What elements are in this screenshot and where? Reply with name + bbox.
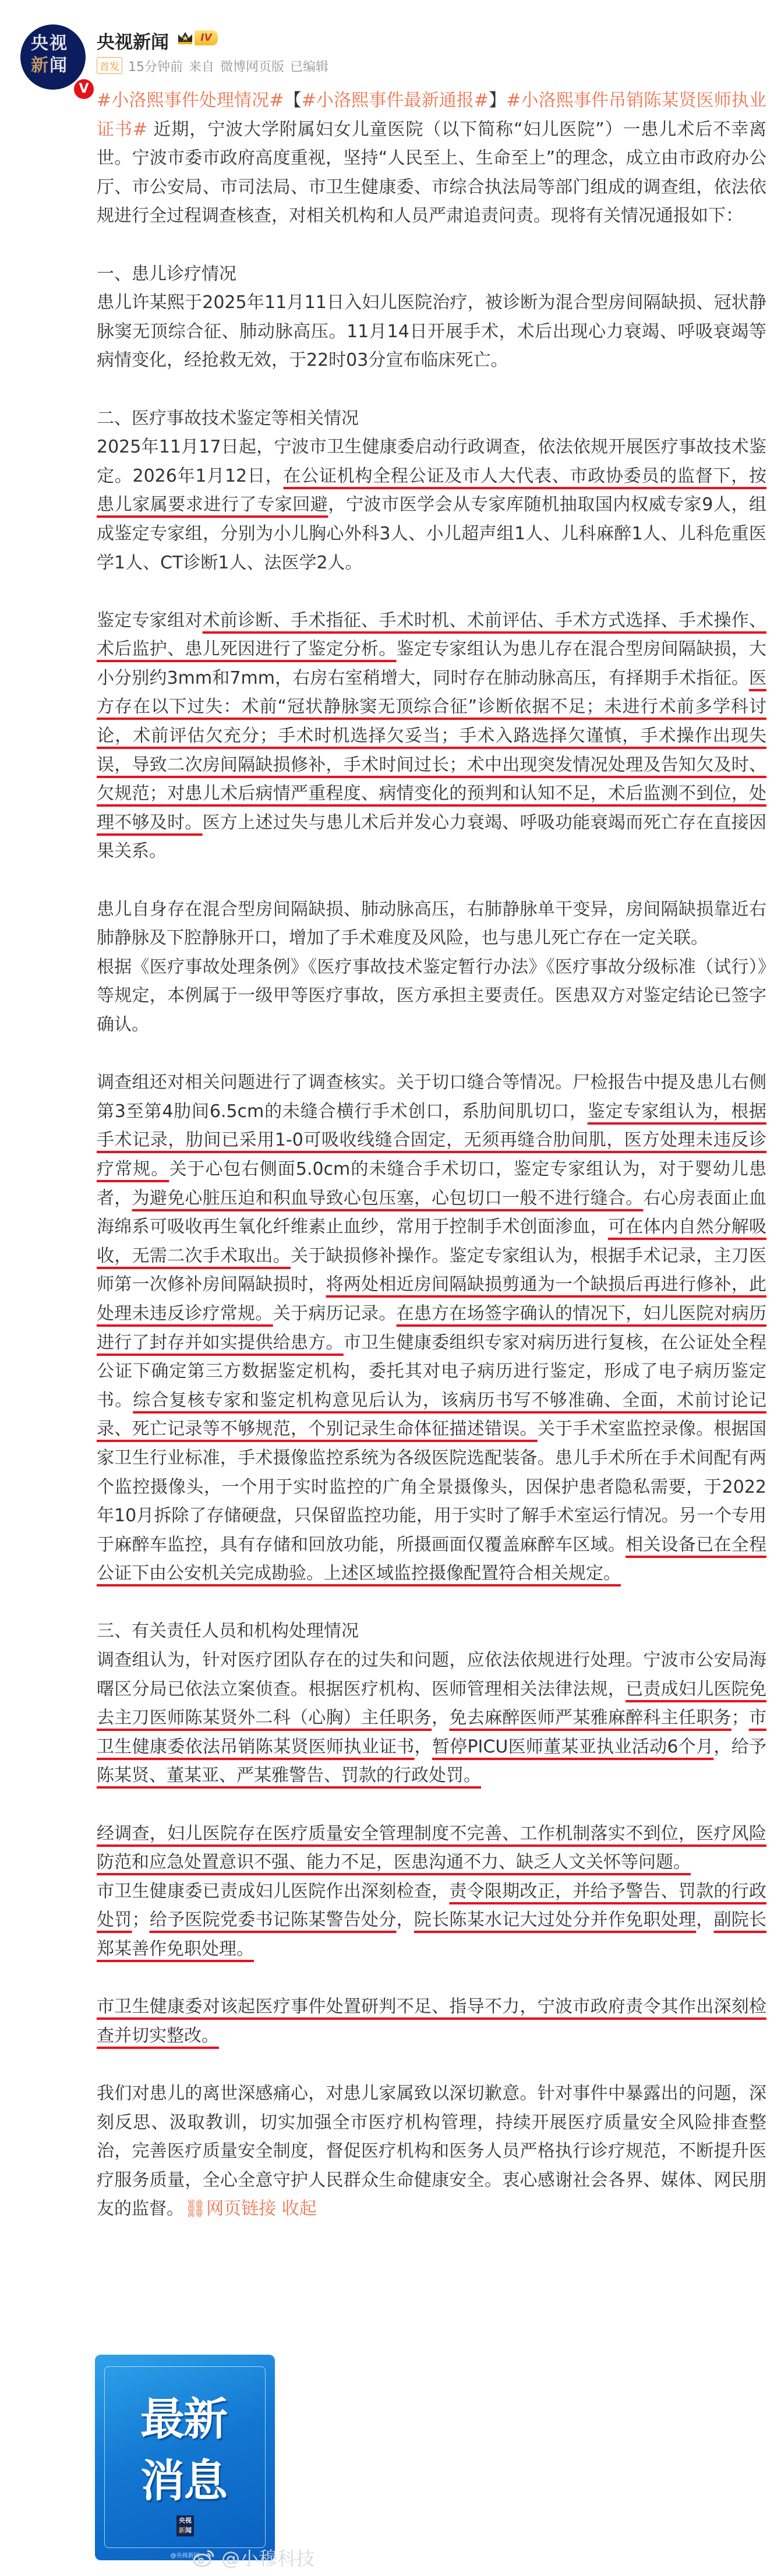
paragraph [97,260,766,289]
text-segment: ； [731,1708,749,1729]
paragraph-spacer [97,375,766,404]
weibo-logo-icon [192,2549,215,2567]
account-name[interactable]: 央视新闻 [97,32,169,53]
underlined-highlight: 在患方在场签字确认的情况下，妇儿医院对病历进行了封存并如实提供给患方。 [97,1303,767,1353]
underlined-highlight: 副院长郑某善作免职处理。 [97,1910,767,1959]
avatar-char: 闻 [50,55,68,76]
hashtag-link[interactable]: #小洛熙事件处理情况# [97,90,284,111]
text-segment: ， [432,1708,450,1729]
post-source: 微博网页版 [220,60,285,75]
paragraph-spacer [97,1040,766,1069]
edited-label[interactable]: 已编辑 [290,60,329,75]
underlined-highlight: 医方存在以下过失：术前“冠状静脉窦无顶综合征”诊断依据不足； [97,667,766,718]
text-segment: 三、有关责任人员和机构处理情况 [97,1621,359,1642]
underlined-highlight: 陈某贤、董某亚、严某雅警告、罚款的行政处罚。 [97,1765,481,1786]
text-segment: 关于缺损修补操作。鉴定专家组认为，根据手术记录，主刀医师第一次修补房间隔缺损时， [97,1245,767,1295]
underlined-highlight: 相关设备已在全程公证下由公安机关完成勘验。上述区域监控摄像配置符合相关规定。 [97,1534,767,1584]
underlined-highlight: 术前诊断、手术指征、手术时机、术前评估、手术方式选择、手术操作、术后监护、患儿死因进行了鉴定分析。 [97,610,767,660]
text-segment: 患儿许某熙于2025年11月11日入妇儿医院治疗，被诊断为混合型房间隔缺损、冠状静脉窦无顶综合征、肺动脉高压。11月14日开展手术，术后出现心力衰竭、呼吸衰竭等病情变化，经抢救无效，于22时03分宣布临床死亡。 [97,292,766,371]
verified-badge-icon: V [73,78,95,100]
underlined-highlight: 鉴定专家组认为，根据手术记录，肋间已采用1-0可吸收线缝合固定，无须再缝合肋间肌，医方处理未违反诊疗常规。 [97,1101,767,1179]
paragraph [97,1992,766,2050]
text-segment: 】 [489,90,507,111]
logo-line1: 央视 [179,2517,192,2524]
text-segment: 关于心包右侧面5.0cm的未缝合手术切口，鉴定专家组认为，对于婴幼儿患者， [97,1158,767,1209]
crown-icon [176,29,194,47]
paragraph [97,1068,766,1588]
weibo-watermark [192,2544,314,2571]
text-segment: 【 [284,90,302,111]
underlined-highlight: 暂停PICU医师董某亚执业活动6个月 [432,1736,714,1757]
text-segment: 右心房表面止血海绵系可吸收再生氧化纤维素止血纱，常用于控制手术创面渗血， [97,1188,767,1238]
underlined-highlight: 综合复核专家和鉴定机构意见后认为，该病历书写不够准确、全面，术前讨论记录、死亡记录等不够规范，个别记录生命体征描述错误。 [97,1390,767,1440]
paragraph-spacer [97,1964,766,1993]
paragraph [97,2079,766,2224]
paragraph-spacer [97,577,766,606]
paragraph-spacer [97,1588,766,1617]
underlined-highlight: 免去麻醉医师严某雅麻醉科主任职务 [449,1708,731,1729]
paragraph [97,953,766,1040]
underlined-highlight: 院长陈某水记大过处分并作免职处理 [414,1910,697,1931]
text-segment: 鉴定专家组认为患儿存在混合型房间隔缺损，大小分别约3mm和7mm，右房右室稍增大，同时存在肺动脉高压，有择期手术指征。 [97,639,767,688]
image-watermark: @央视新闻 [170,2553,200,2559]
logo-char: 闻 [185,2526,192,2534]
underlined-highlight: 将两处相近房间隔缺损剪通为一个缺损后再进行修补，此处理未违反诊疗常规。 [97,1274,767,1324]
paragraph [97,895,766,953]
web-link[interactable]: ⛓网页链接 [184,2199,277,2220]
avatar-text-line1: 央视 [31,33,68,54]
text-segment: 二、医疗事故技术鉴定等相关情况 [97,408,359,429]
text-segment: 我们对患儿的离世深感痛心，对患儿家属致以深切歉意。针对事件中暴露出的问题，深刻反思、汲取教训，切实加强全市医疗机构管理，持续开展医疗质量安全风险排查整治，完善医疗质量安全制度，督促医疗机构和医务人员严格执行诊疗规范，不断提升医疗服务质量，全心全意守护人民群众生命健康安全。衷心感谢社会各界、媒体、网民朋友的监督。 [97,2083,766,2220]
hashtag-link[interactable]: #小洛熙事件吊销陈某贤医师执业证书# [97,90,767,140]
paragraph-spacer [97,231,766,260]
paragraph [97,1646,766,1790]
paragraph [97,404,766,433]
text-segment: 患儿自身存在混合型房间隔缺损、肺动脉高压，右肺静脉单干变异，房间隔缺损靠近右肺静脉及下腔静脉开口，增加了手术难度及风险，也与患儿死亡存在一定关联。 [97,899,766,949]
text-segment: 市卫生健康委已责成妇儿医院作出深刻检查， [97,1881,450,1902]
watermark-text: @小穆科技 [221,2547,315,2570]
text-segment: 医方上述过失与患儿术后并发心力衰竭、呼吸功能衰竭而死亡存在直接因果关系。 [97,812,767,862]
text-segment: ； [132,1910,150,1931]
paragraph [97,1819,766,1877]
post-meta [97,57,328,75]
underlined-highlight: 经调查，妇儿医院存在医疗质量安全管理制度不完善、工作机制落实不到位，医疗风险防范和应急处置意识不强、能力不足，医患沟通不力、缺乏人文关怀等问题。 [97,1823,766,1873]
image-headline-line2: 消息 [140,2455,227,2507]
paragraph [97,1617,766,1646]
underlined-highlight: 为避免心脏压迫和积血导致心包压塞，心包切口一般不进行缝合。 [132,1188,644,1209]
paragraph [97,433,766,577]
text-segment: 一、患儿诊疗情况 [97,263,236,284]
hashtag-link[interactable]: #小洛熙事件最新通报# [301,90,489,111]
paragraph-spacer [97,866,766,895]
paragraph-spacer [97,2050,766,2079]
underlined-highlight: 手术入路选择欠谨慎，手术操作出现失误，导致二次房间隔缺损修补，手术时间过长； [97,726,767,775]
text-segment: 关于病历记录。 [273,1303,397,1324]
avatar-text-line2 [31,55,77,77]
first-post-badge: 首发 [97,57,122,74]
logo-line2 [176,2525,194,2535]
post-body [97,86,766,2224]
underlined-highlight: 未进行术前多学科讨论，术前评估欠充分； [97,697,766,747]
text-segment: ， [414,1736,432,1757]
text-segment: ， [696,1910,714,1931]
underlined-highlight: 市卫生健康委依法吊销陈某贤医师执业证书 [97,1708,767,1757]
avatar[interactable] [20,24,89,96]
text-segment: ，宁波市医学会从专家库随机抽取国内权威专家9人，组成鉴定专家组，分别为小儿胸心外科3人、小儿超声组1人、儿科麻醉1人、儿科危重医学1人、CT诊断1人、法医学2人。 [97,494,767,573]
underlined-highlight: 可在体内自然分解吸收，无需二次手术取出。 [97,1217,767,1266]
underlined-highlight: 给予医院党委书记陈某警告处分 [149,1910,397,1931]
vip-level-badge[interactable]: IV [195,30,218,45]
underlined-highlight: 在公证机构全程公证及市人大代表、市政协委员的监督下，按患儿家属要求进行了专家回避 [97,465,767,515]
text-segment: 关于手术室监控录像。根据国家卫生行业标准，手术摄像监控系统为各级医院选配装备。患儿手术所在手术间配有两个监控摄像头，一个用于实时监控的广角全景摄像头，因保护患者隐私需要，于2022年10月拆除了存储硬盘，只保留监控功能，用于实时了解手术室运行情况。另一个专用于麻醉车监控，具有存储和回放功能，所摄画面仅覆盖麻醉车区域。 [97,1419,767,1555]
underlined-highlight: 手术时机选择欠妥当； [277,726,459,747]
logo-char: 新 [179,2526,185,2534]
text-segment: 根据《医疗事故处理条例》《医疗事故技术鉴定暂行办法》《医疗事故分级标准（试行）》等规定，本例属于一级甲等医疗事故，医方承担主要责任。医患双方对鉴定结论已签字确认。 [97,956,766,1035]
underlined-highlight: 术中出现突发情况处理及告知欠及时、欠规范； [97,754,767,804]
collapse-link[interactable]: 收起 [281,2199,317,2220]
avatar-char: 新 [31,55,50,76]
text-segment: 调查组认为，针对医疗团队存在的过失和问题，应依法依规进行处理。宁波市公安局海曙区分局已依法立案侦查。根据医疗机构、医师管理相关法律法规， [97,1650,766,1699]
paragraph-spacer [97,1790,766,1819]
text-segment: 鉴定专家组对 [97,610,203,631]
post-time[interactable]: 15分钟前 [128,60,183,75]
text-segment [276,2199,282,2219]
text-segment: ， [396,1910,414,1931]
paragraph [97,86,766,231]
text-segment: 调查组还对相关问题进行了调查核实。关于切口缝合等情况。尸检报告中提及患儿右侧第3至第4肋间6.5cm的未缝合横行手术创口，系肋间肌切口， [97,1072,766,1122]
underlined-highlight: 已责成妇儿医院免去主刀医师陈某贤外二科（心胸）主任职务 [97,1679,767,1729]
underlined-highlight: 责令限期改正，并给予警告、罚款的行政处罚 [97,1881,767,1931]
avatar-logo [31,33,77,77]
paragraph [97,288,766,375]
image-headline [140,2388,234,2512]
source-prefix: 来自 [189,60,215,75]
post-image-latest-news[interactable] [95,2355,275,2560]
paragraph [97,1877,766,1964]
cctv-news-logo [176,2515,194,2536]
text-segment: ，给予 [713,1736,767,1757]
underlined-highlight: 市卫生健康委对该起医疗事件处置研判不足、指导不力，宁波市政府责令其作出深刻检查并切实整改。 [97,1997,766,2046]
text-segment: 2025年11月17日起，宁波市卫生健康委启动行政调查，依法依规开展医疗事故技术鉴定。2026年1月12日， [97,437,766,486]
underlined-highlight: 对患儿术后病情严重程度、病情变化的预判和认知不足，术后监测不到位，处理不够及时。 [97,783,767,833]
text-segment: 近期，宁波大学附属妇女儿童医院（以下简称“妇儿医院”）一患儿术后不幸离世。宁波市委市政府高度重视，坚持“人民至上、生命至上”的理念，成立由市政府办公厅、市公安局、市司法局、市卫生健康委、市综合执法局等部门组成的调查组，依法依规进行全过程调查核查，对相关机构和人员严肃追责问责。现将有关情况通报如下： [97,119,767,227]
text-segment: 市卫生健康委组织专家对病历进行复核，在公证处全程公证下确定第三方数据鉴定机构，委托其对电子病历进行鉴定，形成了电子病历鉴定书。 [97,1332,767,1411]
paragraph [97,606,766,866]
image-headline-line1: 最新 [140,2393,227,2445]
